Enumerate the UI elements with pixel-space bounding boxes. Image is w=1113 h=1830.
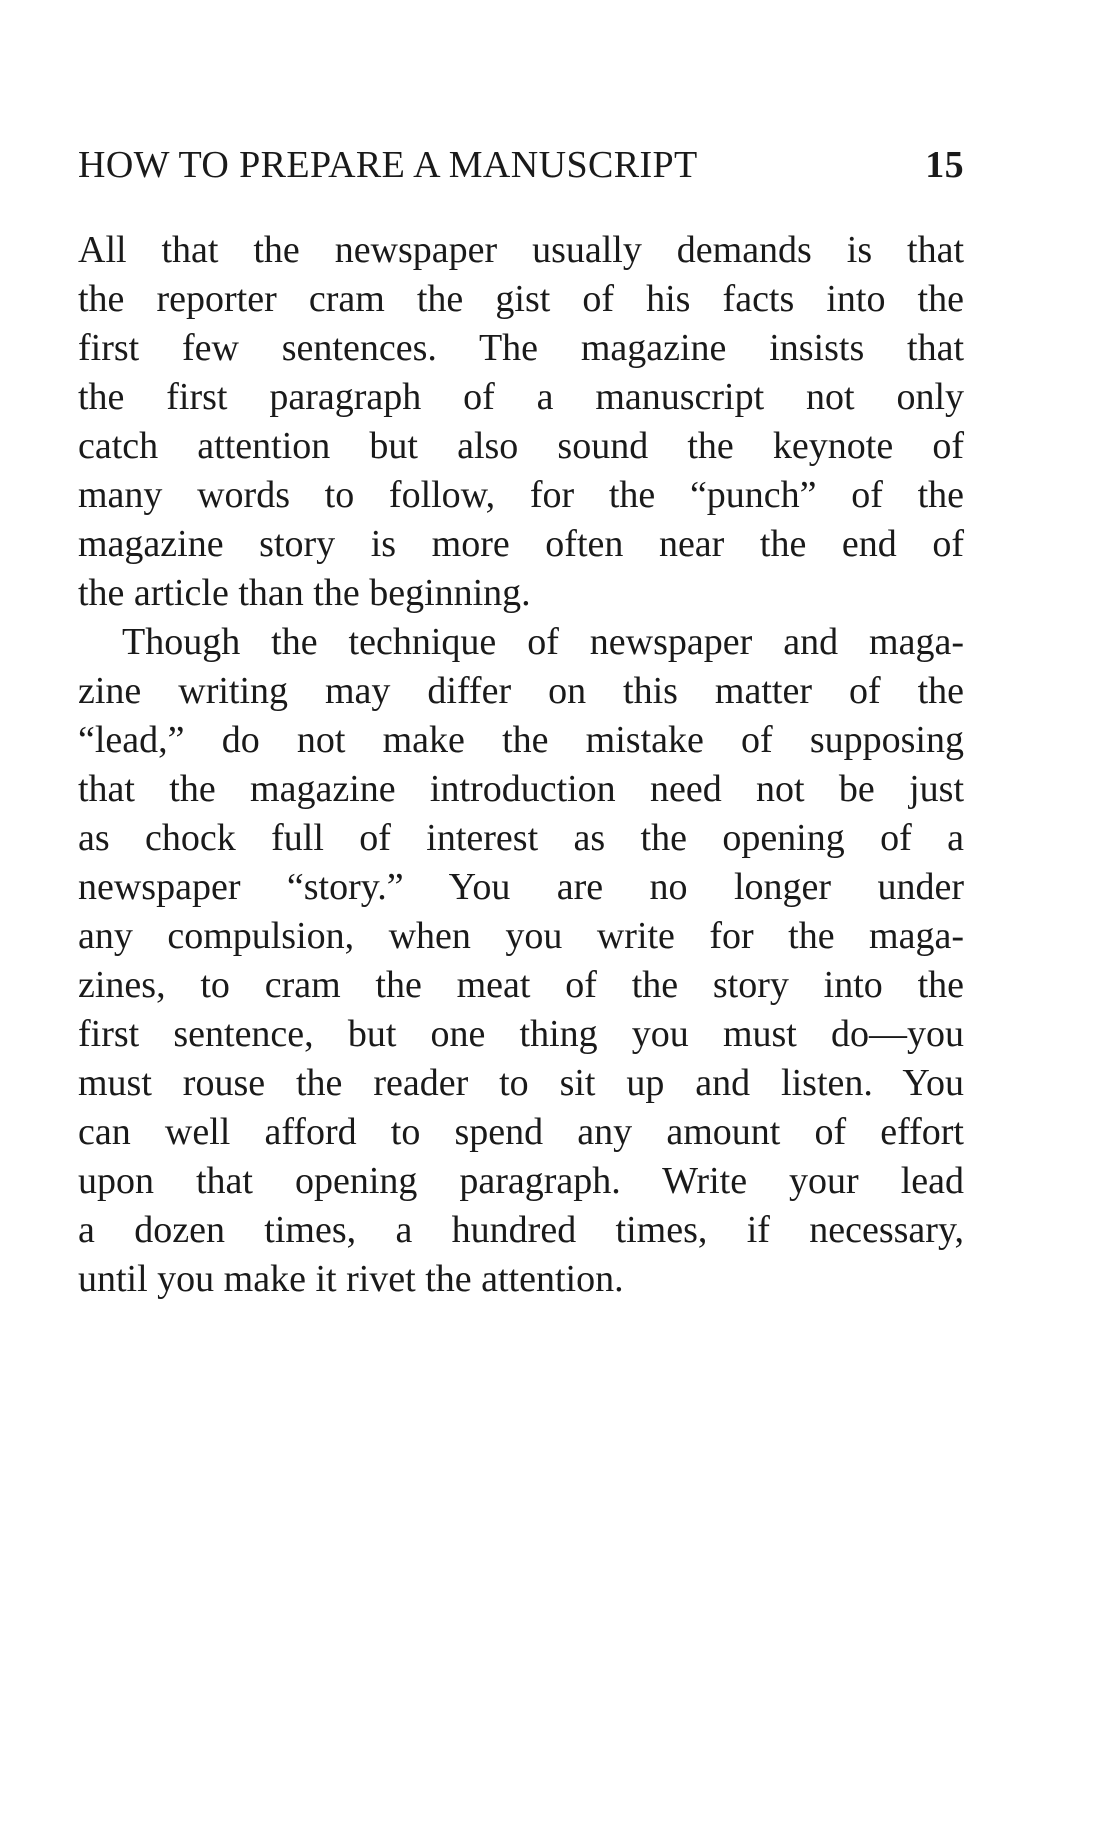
text-line: as chock full of interest as the opening of a	[78, 817, 964, 859]
paragraph	[78, 226, 964, 618]
text-line: the first paragraph of a manuscript not only	[78, 376, 964, 418]
text-line: upon that opening paragraph. Write your lead	[78, 1160, 964, 1202]
text-line: zines, to cram the meat of the story into the	[78, 964, 964, 1006]
running-head-title: HOW TO PREPARE A MANUSCRIPT	[78, 144, 698, 186]
text-line: until you make it rivet the attention.	[78, 1258, 624, 1300]
text-line: that the magazine introduction need not be just	[78, 768, 964, 810]
text-line: Though the technique of newspaper and maga-	[122, 621, 964, 663]
text-line: magazine story is more often near the end of	[78, 523, 964, 565]
text-line: many words to follow, for the “punch” of the	[78, 474, 964, 516]
page-number: 15	[925, 144, 964, 186]
text-line: “lead,” do not make the mistake of supposing	[78, 719, 964, 761]
text-line: first few sentences. The magazine insists that	[78, 327, 964, 369]
running-head	[78, 140, 964, 190]
text-line: the article than the beginning.	[78, 572, 531, 614]
text-line: first sentence, but one thing you must do—you	[78, 1013, 964, 1055]
text-line: must rouse the reader to sit up and listen. You	[78, 1062, 964, 1104]
body-text	[78, 226, 964, 1304]
text-line: can well afford to spend any amount of effort	[78, 1111, 964, 1153]
text-line: All that the newspaper usually demands is that	[78, 229, 964, 271]
paragraph	[78, 618, 964, 1304]
text-line: zine writing may differ on this matter of the	[78, 670, 964, 712]
text-line: catch attention but also sound the keynote of	[78, 425, 964, 467]
text-line: any compulsion, when you write for the maga-	[78, 915, 964, 957]
text-line: a dozen times, a hundred times, if necessary,	[78, 1209, 964, 1251]
text-line: newspaper “story.” You are no longer under	[78, 866, 964, 908]
text-line: the reporter cram the gist of his facts into the	[78, 278, 964, 320]
